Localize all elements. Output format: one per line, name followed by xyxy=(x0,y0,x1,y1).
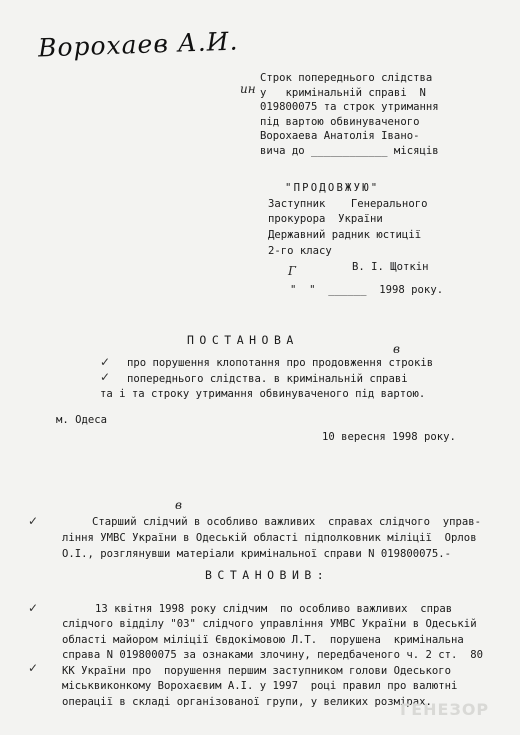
header-line: вича до ____________ місяців xyxy=(260,145,439,157)
header-line: під вартою обвинуваченого xyxy=(260,116,420,128)
approval-date: " " ______ 1998 року. xyxy=(290,284,444,296)
watermark: ГЕНЕЗОР xyxy=(400,700,490,719)
subject-line: та і та строку утримання обвинуваченого під вартою. xyxy=(100,388,426,400)
subject-line: попереднього слідства. в кримінальній справі xyxy=(127,373,408,385)
check-mark: ✓ xyxy=(28,601,39,615)
header-line: у кримінальній справі N xyxy=(260,87,426,99)
handwritten-name: Ворохаев А.И. xyxy=(37,26,239,63)
handwritten-correction: в xyxy=(393,342,400,356)
body-line: операції в складі організованої групи, у великих розмірах. xyxy=(62,696,432,708)
header-line: Ворохаева Анатолія Іванo- xyxy=(260,130,420,142)
body-line: 13 квітня 1998 року слідчим по особливо важливих справ xyxy=(95,603,453,615)
header-line: Строк попереднього слідства xyxy=(260,72,433,84)
approval-signer: В. І. Щоткін xyxy=(352,261,429,273)
check-mark: ✓ xyxy=(100,355,111,369)
signature-mark: Г xyxy=(288,264,296,278)
approval-line: прокурора України xyxy=(268,213,383,225)
body-line: КК України про порушення першим заступником голови Одеського xyxy=(62,665,452,677)
document-title: ПОСТАНОВА xyxy=(187,333,299,347)
document-date: 10 вересня 1998 року. xyxy=(322,431,456,443)
subject-line: про порушення клопотання про продовження строків xyxy=(127,357,434,369)
handwritten-correction: в xyxy=(175,498,182,512)
body-line: області майором міліції Євдокімовою Л.Т. порушена кримінальна xyxy=(62,634,464,646)
place: м. Одеса xyxy=(56,414,108,426)
approval-line: Державний радник юстиції xyxy=(268,229,422,241)
check-mark: ✓ xyxy=(100,370,111,384)
approval-line: Заступник Генерального xyxy=(268,198,428,210)
header-line: 019800075 та строк утримання xyxy=(260,101,439,113)
approval-line: 2-го класу xyxy=(268,245,332,257)
body-line: міськвиконкому Ворохаєвим А.І. у 1997 році правил про валютні xyxy=(62,680,458,692)
approval-stamp: "ПРОДОВЖУЮ" xyxy=(285,182,380,194)
handwritten-correction: ин xyxy=(240,82,256,96)
check-mark: ✓ xyxy=(28,661,39,675)
intro-line: О.І., розглянувши матеріали кримінальної справи N 019800075.- xyxy=(62,548,452,560)
body-line: слідчого відділу "03" слідчого управління УМВС України в Одеській xyxy=(62,618,477,630)
body-line: справа N 019800075 за ознаками злочину, передбаченого ч. 2 ст. 80 xyxy=(62,649,483,661)
check-mark: ✓ xyxy=(28,514,39,528)
intro-line: Старший слідчий в особливо важливих справах слідчого управ- xyxy=(92,516,482,528)
established-heading: ВСТАНОВИВ: xyxy=(205,568,330,582)
intro-line: ління УМВС України в Одеській області підполковник міліції Орлов xyxy=(62,532,477,544)
